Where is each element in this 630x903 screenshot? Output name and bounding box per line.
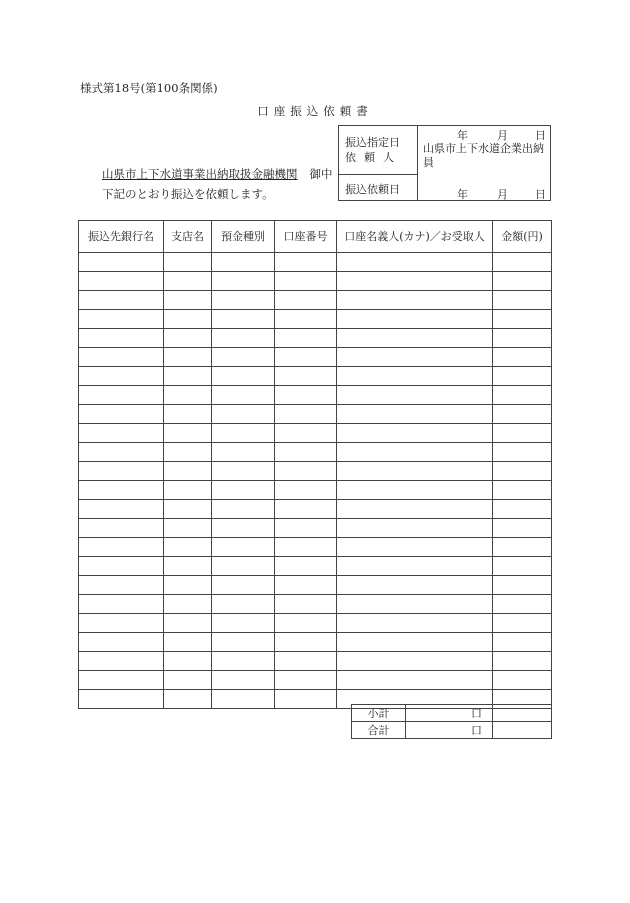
info-box [338, 125, 551, 201]
table-row [79, 500, 552, 519]
addressee-name: 山県市上下水道事業出納取扱金融機関 [102, 167, 298, 181]
subtotal-row [352, 705, 552, 722]
table-cell[interactable] [212, 310, 275, 329]
table-cell[interactable] [493, 652, 552, 671]
table-cell[interactable] [164, 386, 212, 405]
table-cell[interactable] [337, 405, 493, 424]
table-cell[interactable] [275, 652, 337, 671]
table-cell[interactable] [275, 272, 337, 291]
column-header: 支店名 [164, 221, 212, 253]
table-cell[interactable] [493, 272, 552, 291]
table-row [79, 538, 552, 557]
table-cell[interactable] [275, 595, 337, 614]
table-cell[interactable] [493, 557, 552, 576]
table-cell[interactable] [275, 443, 337, 462]
request-date-label: 振込依頼日 [345, 183, 400, 196]
table-cell[interactable] [275, 253, 337, 272]
table-cell[interactable] [164, 500, 212, 519]
table-cell[interactable] [493, 538, 552, 557]
table-cell[interactable] [164, 405, 212, 424]
table-cell[interactable] [212, 367, 275, 386]
subtotal-label: 小計 [352, 705, 406, 722]
table-cell[interactable] [337, 310, 493, 329]
table-cell[interactable] [337, 671, 493, 690]
column-header: 預金種別 [212, 221, 275, 253]
table-cell[interactable] [164, 595, 212, 614]
count-unit: 口 [471, 707, 482, 720]
table-cell[interactable] [164, 481, 212, 500]
table-cell[interactable] [164, 291, 212, 310]
table-cell[interactable] [212, 538, 275, 557]
total-label: 合計 [352, 722, 406, 739]
table-row [79, 671, 552, 690]
table-cell[interactable] [493, 595, 552, 614]
month-unit: 月 [497, 129, 508, 142]
document-title: 口座振込依頼書 [257, 104, 373, 118]
table-cell[interactable] [212, 481, 275, 500]
table-cell[interactable] [79, 386, 164, 405]
table-cell[interactable] [164, 310, 212, 329]
table-cell[interactable] [337, 557, 493, 576]
table-cell[interactable] [493, 576, 552, 595]
year-unit: 年 [457, 129, 468, 142]
table-cell[interactable] [275, 614, 337, 633]
requester-label: 依頼人 [345, 151, 402, 164]
table-cell[interactable] [212, 652, 275, 671]
column-header: 口座番号 [275, 221, 337, 253]
table-cell[interactable] [79, 310, 164, 329]
table-cell[interactable] [164, 367, 212, 386]
table-cell[interactable] [79, 424, 164, 443]
table-cell[interactable] [79, 291, 164, 310]
table-cell[interactable] [493, 614, 552, 633]
table-row [79, 253, 552, 272]
table-cell[interactable] [164, 538, 212, 557]
table-cell[interactable] [275, 519, 337, 538]
table-cell[interactable] [493, 367, 552, 386]
designated-date-label: 振込指定日 [345, 136, 400, 149]
table-cell[interactable] [164, 614, 212, 633]
table-cell[interactable] [493, 253, 552, 272]
table-cell[interactable] [79, 538, 164, 557]
subtotal-amount-cell[interactable] [493, 705, 552, 722]
table-cell[interactable] [79, 633, 164, 652]
table-cell[interactable] [79, 500, 164, 519]
table-cell[interactable] [493, 481, 552, 500]
table-cell[interactable] [275, 633, 337, 652]
table-cell[interactable] [493, 500, 552, 519]
table-row [79, 595, 552, 614]
table-cell[interactable] [79, 367, 164, 386]
totals-table [351, 704, 552, 739]
table-cell[interactable] [164, 443, 212, 462]
table-cell[interactable] [337, 595, 493, 614]
table-cell[interactable] [164, 519, 212, 538]
table-cell[interactable] [212, 690, 275, 709]
table-cell[interactable] [275, 291, 337, 310]
intro-text: 下記のとおり振込を依頼します。 [102, 187, 274, 201]
table-cell[interactable] [337, 386, 493, 405]
table-row [79, 386, 552, 405]
table-cell[interactable] [79, 576, 164, 595]
table-cell[interactable] [337, 519, 493, 538]
table-cell[interactable] [493, 310, 552, 329]
count-unit: 口 [471, 724, 482, 737]
table-header-row [79, 221, 552, 253]
total-amount-cell[interactable] [493, 722, 552, 739]
table-cell[interactable] [212, 348, 275, 367]
table-cell[interactable] [493, 405, 552, 424]
table-cell[interactable] [212, 462, 275, 481]
table-cell[interactable] [212, 595, 275, 614]
table-cell[interactable] [79, 614, 164, 633]
table-cell[interactable] [337, 652, 493, 671]
table-cell[interactable] [337, 481, 493, 500]
table-cell[interactable] [337, 538, 493, 557]
year-unit: 年 [457, 188, 468, 201]
addressee [102, 166, 333, 182]
table-row [79, 348, 552, 367]
table-cell[interactable] [275, 481, 337, 500]
table-cell[interactable] [275, 310, 337, 329]
table-cell[interactable] [79, 329, 164, 348]
table-cell[interactable] [212, 443, 275, 462]
table-row [79, 405, 552, 424]
table-row [79, 310, 552, 329]
table-cell[interactable] [212, 500, 275, 519]
addressee-honorific: 御中 [309, 167, 333, 181]
table-cell[interactable] [275, 348, 337, 367]
table-row [79, 291, 552, 310]
table-cell[interactable] [79, 481, 164, 500]
info-box-divider [339, 174, 417, 175]
table-cell[interactable] [493, 329, 552, 348]
column-header: 金額(円) [493, 221, 552, 253]
request-date-field[interactable] [417, 186, 552, 200]
form-number: 様式第18号(第100条関係) [80, 81, 218, 95]
table-row [79, 652, 552, 671]
table-row [79, 329, 552, 348]
table-cell[interactable] [79, 272, 164, 291]
table-cell[interactable] [493, 519, 552, 538]
table-cell[interactable] [337, 500, 493, 519]
table-cell[interactable] [79, 443, 164, 462]
table-cell[interactable] [493, 443, 552, 462]
total-row [352, 722, 552, 739]
table-cell[interactable] [212, 576, 275, 595]
table-cell[interactable] [164, 424, 212, 443]
table-row [79, 557, 552, 576]
table-cell[interactable] [164, 576, 212, 595]
table-cell[interactable] [79, 595, 164, 614]
table-cell[interactable] [275, 500, 337, 519]
day-unit: 日 [535, 129, 546, 142]
month-unit: 月 [497, 188, 508, 201]
table-cell[interactable] [212, 671, 275, 690]
table-cell[interactable] [337, 424, 493, 443]
table-cell[interactable] [337, 367, 493, 386]
table-cell[interactable] [212, 329, 275, 348]
table-cell[interactable] [164, 690, 212, 709]
table-cell[interactable] [337, 253, 493, 272]
table-cell[interactable] [493, 291, 552, 310]
table-cell[interactable] [275, 557, 337, 576]
table-cell[interactable] [493, 633, 552, 652]
table-cell[interactable] [337, 291, 493, 310]
table-cell[interactable] [212, 272, 275, 291]
table-cell[interactable] [212, 614, 275, 633]
table-cell[interactable] [79, 652, 164, 671]
subtotal-count-cell[interactable] [406, 705, 493, 722]
table-cell[interactable] [164, 557, 212, 576]
table-cell[interactable] [275, 462, 337, 481]
total-count-cell[interactable] [406, 722, 493, 739]
table-cell[interactable] [164, 272, 212, 291]
table-cell[interactable] [337, 272, 493, 291]
table-cell[interactable] [337, 348, 493, 367]
table-cell[interactable] [164, 652, 212, 671]
table-row [79, 519, 552, 538]
table-cell[interactable] [212, 291, 275, 310]
table-cell[interactable] [212, 386, 275, 405]
table-cell[interactable] [275, 576, 337, 595]
table-cell[interactable] [275, 405, 337, 424]
table-cell[interactable] [79, 253, 164, 272]
table-cell[interactable] [79, 690, 164, 709]
table-cell[interactable] [275, 329, 337, 348]
table-cell[interactable] [212, 557, 275, 576]
table-cell[interactable] [275, 690, 337, 709]
table-cell[interactable] [493, 424, 552, 443]
table-cell[interactable] [337, 329, 493, 348]
table-cell[interactable] [79, 462, 164, 481]
table-cell[interactable] [337, 614, 493, 633]
table-cell[interactable] [164, 462, 212, 481]
table-cell[interactable] [164, 348, 212, 367]
table-cell[interactable] [337, 443, 493, 462]
table-row [79, 272, 552, 291]
table-cell[interactable] [79, 348, 164, 367]
table-cell[interactable] [493, 386, 552, 405]
table-cell[interactable] [79, 671, 164, 690]
table-cell[interactable] [275, 671, 337, 690]
table-row [79, 462, 552, 481]
table-cell[interactable] [212, 519, 275, 538]
table-cell[interactable] [212, 633, 275, 652]
table-cell[interactable] [164, 329, 212, 348]
table-cell[interactable] [212, 253, 275, 272]
table-cell[interactable] [212, 424, 275, 443]
table-cell[interactable] [493, 462, 552, 481]
table-row [79, 367, 552, 386]
requester-value: 山県市上下水道企業出納員 [423, 142, 544, 169]
table-row [79, 481, 552, 500]
table-cell[interactable] [164, 633, 212, 652]
table-cell[interactable] [337, 462, 493, 481]
transfer-table [78, 220, 552, 709]
table-cell[interactable] [164, 253, 212, 272]
day-unit: 日 [535, 188, 546, 201]
table-cell[interactable] [337, 576, 493, 595]
table-cell[interactable] [275, 538, 337, 557]
table-cell[interactable] [212, 405, 275, 424]
table-cell[interactable] [275, 367, 337, 386]
table-cell[interactable] [493, 671, 552, 690]
table-cell[interactable] [79, 519, 164, 538]
designated-date-field[interactable] [417, 127, 552, 141]
table-cell[interactable] [79, 405, 164, 424]
table-row [79, 576, 552, 595]
table-cell[interactable] [164, 671, 212, 690]
table-row [79, 443, 552, 462]
table-cell[interactable] [275, 424, 337, 443]
table-row [79, 614, 552, 633]
table-cell[interactable] [275, 386, 337, 405]
table-row [79, 633, 552, 652]
table-cell[interactable] [79, 557, 164, 576]
column-header: 振込先銀行名 [79, 221, 164, 253]
table-cell[interactable] [493, 348, 552, 367]
column-header: 口座名義人(カナ)／お受取人 [337, 221, 493, 253]
table-row [79, 424, 552, 443]
table-cell[interactable] [337, 633, 493, 652]
